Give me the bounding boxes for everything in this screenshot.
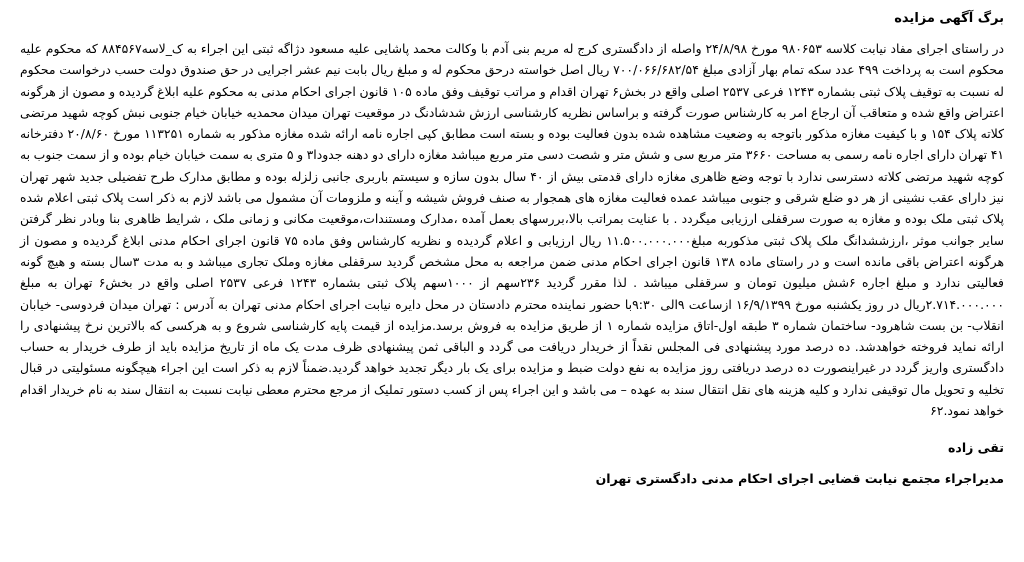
notice-title: برگ آگهی مزایده [894,11,1004,26]
signatory-name: تقی زاده [948,440,1004,456]
notice-body: در راستای اجرای مفاد نیابت کلاسه ۹۸۰۶۵۳ مورخ ۲۴/۸/۹۸ واصله از دادگستری کرج له مریم بنی آدم با وکالت محمد پاشایی علیه مسعود دژاگه ثبتی این اجراء به ک_لاسه۸۸۴۵۶۷ که محکوم علیه محکوم است به پرداخت ۴۹۹ عدد سکه تمام بهار آزادی مبلغ ۷۰۰/۰۶۶/۶۸۲/۵۴ ریال اصل خواسته درحق محکوم له و مبلغ ریال بابت نیم عشر اجرایی در حق صندوق دولت حسب درخواست محکوم له نسبت به توقیف پلاک ثبتی بشماره ۱۲۴۳ فرعی ۲۵۳۷ اصلی واقع در بخش۶ تهران اقدام و مراتب توقیف وفق ماده ۱۰۵ قانون اجرای احکام مدنی به محکوم علیه ابلاغ گردیده و مصون از هرگونه اعتراض واقع شده و متعاقب آن ارجاع امر به کارشناس صورت گرفته و براساس نظریه کارشناسی ارزش شدشادنگ در موقعیت تهران میدان محمدیه خیابان خیام جنوبی نبش کوچه شهید مرتضی کلاته پلاک ۱۵۴ و با کیفیت مغازه مذکور باتوجه به وضعیت مشاهده شده بدون فعالیت بوده و بسته است مطابق کپی اجاره نامه ارائه شده مغازه مذکور به شماره ۱۱۳۲۵۱ مورخ ۲۰/۸/۶۰ دفترخانه ۴۱ تهران دارای اجاره نامه رسمی به مساحت ۳۶۶۰ متر مربع سی و شش متر و شصت دسی متر مربع میباشد مغازه دارای دو دهنه جدودا۳ و ۵ متری به سمت خیابان خیام بوده و از سمت جنوب به کوچه شهید مرتضی کلاته دسترسی ندارد با توجه وضع ظاهری مغازه دارای قدمتی بیش از ۴۰ سال بدون سازه و سیستم باربری جانبی زلزله بوده و مطابق مدارک طرح تفضیلی جدید شهر تهران نیز دارای عقب نشینی از هر دو ضلع شرقی و جنوبی میباشد عمده فعالیت مغازه های همجوار به صنف فروش شیشه و آینه و ملزومات آن مشمول می باشد لازم به ذکر است پلاک ثبتی اعلام شده پلاک ثبتی ملک بوده و مغازه به صورت سرقفلی ارزیابی میگردد . با عنایت بمراتب بالا،بررسهای بعمل آمده ،مدارک ومستندات،موقعیت مکانی و زمانی ملک ، شرایط ظاهری بنا وبادر نظر گرفتن سایر جوانب موثر ،ارزششدانگ ملک پلاک ثبتی مذکوربه مبلغ۱۱.۵۰۰.۰۰۰.۰۰۰ ریال ارزیابی و اعلام گردیده و نظریه کارشناس وفق ماده ۷۵ قانون اجرای احکام مدنی ابلاغ گردیده و مصون از هرگونه اعتراض باقی مانده است و در راستای ماده ۱۳۸ قانون اجرای احکام مدنی ضمن مراجعه به محل مشخص گردید سرقفلی مغازه وملک تجاری میباشد و به مدت ۳سال بسته و هیچ گونه فعالیتی ندارد و مبلغ اجاره ۶شش میلیون تومان و سرقفلی میباشد . لذا مقرر گردید ۲۳۶سهم از ۱۰۰۰سهم پلاک ثبتی بشماره ۱۲۴۳ فرعی ۲۵۳۷ اصلی واقع در بخش۶ تهران به مبلغ ۲.۷۱۴.۰۰۰.۰۰۰ریال در روز یکشنبه مورخ ۱۶/۹/۱۳۹۹ ازساعت ۹الی ۹:۳۰با حضور نماینده محترم دادستان در محل دایره نیابت اجرای احکام مدنی تهران به آدرس : تهران میدان فردوسی- خیابان انقلاب- بن بست شاهرود- ساختمان شماره ۳ طبقه اول-اتاق مزایده شماره ۱ از طریق مزایده به فروش برسد.مزایده از قیمت پایه کارشناسی شروع و به هرکسی که بالاترین نرخ پیشنهادی را ارائه نماید فروخته خواهدشد. ده درصد مورد پیشنهادی فی المجلس نقداً از خریدار دریافت می گردد و الباقی ثمن پیشنهادی ظرف مدت یک ماه از تاریخ مزایده باید از طرف خریدار به حساب دادگستری واریز گردد در غیراینصورت ده درصد دریافتی روز مزایده به نفع دولت ضبط و مزایده برای یک بار دیگر تجدید خواهد گردید.ضمناً لازم به ذکر است این اجراء هیچگونه مسئولیتی در قبال تخلیه و تحویل مال توقیفی ندارد و کلیه هزینه های نقل انتقال سند به عهده – می باشد و این اجراء پس از کسب دستور تملیک از مرجع محترم معطی نیابت نسبت به انتقال سند به نام خریدار اقدام خواهد نمود.۶۲ [20,41,1004,419]
signatory-title: مدیراجراء مجتمع نیابت قضایی اجرای احکام مدنی دادگستری تهران [595,471,1004,487]
